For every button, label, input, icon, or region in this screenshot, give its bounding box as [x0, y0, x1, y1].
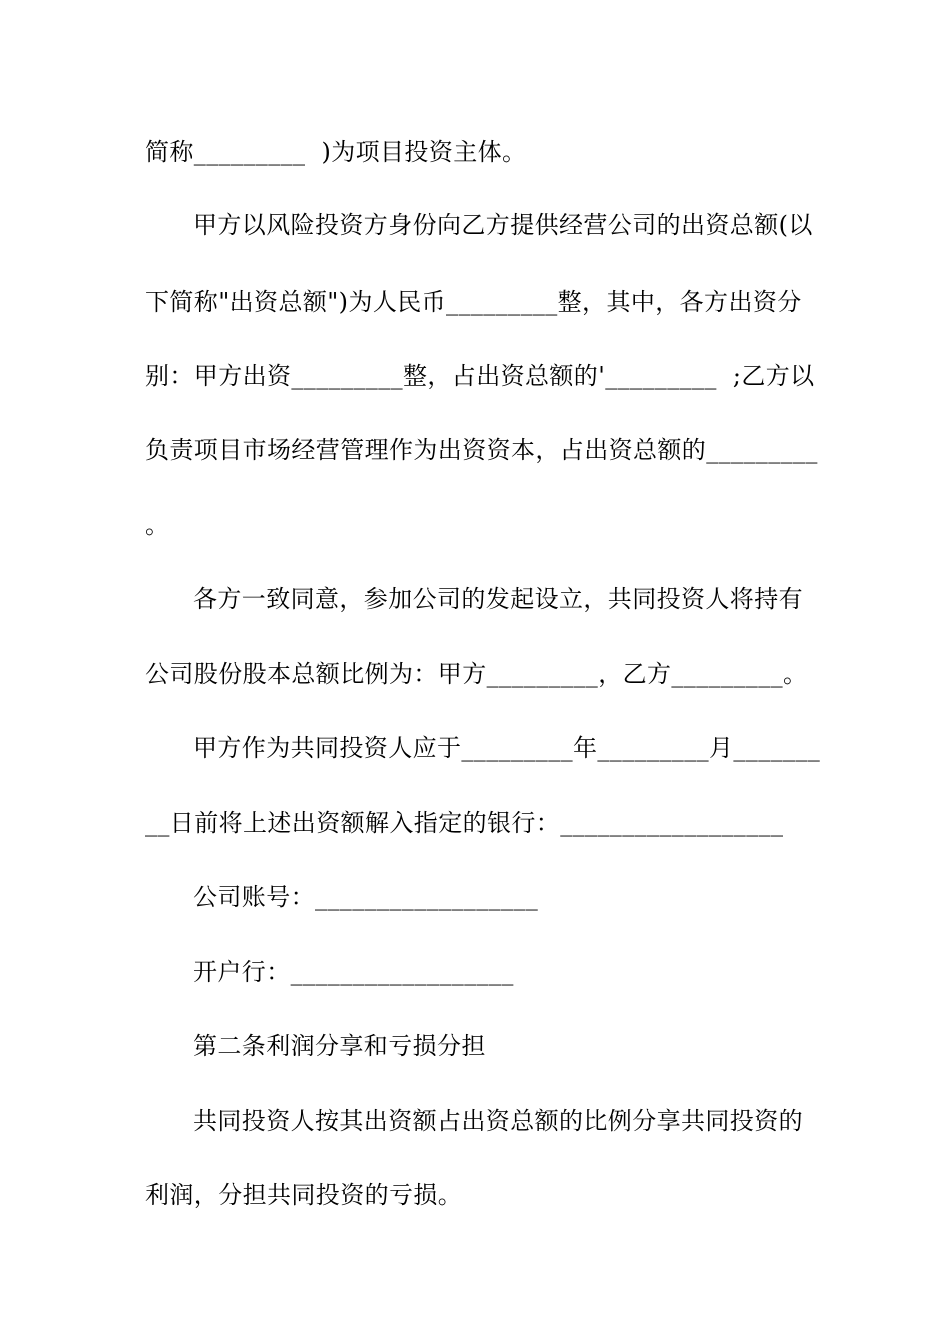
text-line-share-ratio: 公司股份股本总额比例为：甲方_________，乙方_________。 — [145, 660, 808, 688]
section-heading-article-2: 第二条利润分享和亏损分担 — [193, 1032, 486, 1060]
text-line-entity-abbreviation: 简称_________ )为项目投资主体。 — [145, 138, 527, 166]
text-line-profit-sharing: 共同投资人按其出资额占出资总额的比例分享共同投资的 — [193, 1107, 803, 1135]
text-line-agreement: 各方一致同意，参加公司的发起设立，共同投资人将持有 — [193, 585, 803, 613]
text-line-party-a-contribution: 别：甲方出资_________整，占出资总额的'_________ ;乙方以 — [145, 362, 815, 390]
text-line-period: 。 — [145, 511, 170, 539]
text-line-capital-total: 甲方以风险投资方身份向乙方提供经营公司的出资总额(以 — [193, 211, 813, 239]
text-line-account-number: 公司账号：__________________ — [193, 883, 539, 911]
text-line-bank-branch: 开户行：__________________ — [193, 958, 514, 986]
text-line-payment-date: 甲方作为共同投资人应于_________年_________月_______ — [193, 734, 821, 762]
text-line-capital-amount: 下简称"出资总额")为人民币_________整，其中，各方出资分 — [145, 288, 802, 316]
text-line-party-b-contribution: 负责项目市场经营管理作为出资资本，占出资总额的_________ — [145, 436, 818, 464]
text-line-loss-sharing: 利润，分担共同投资的亏损。 — [145, 1181, 463, 1209]
text-line-bank: __日前将上述出资额解入指定的银行：__________________ — [145, 809, 784, 837]
